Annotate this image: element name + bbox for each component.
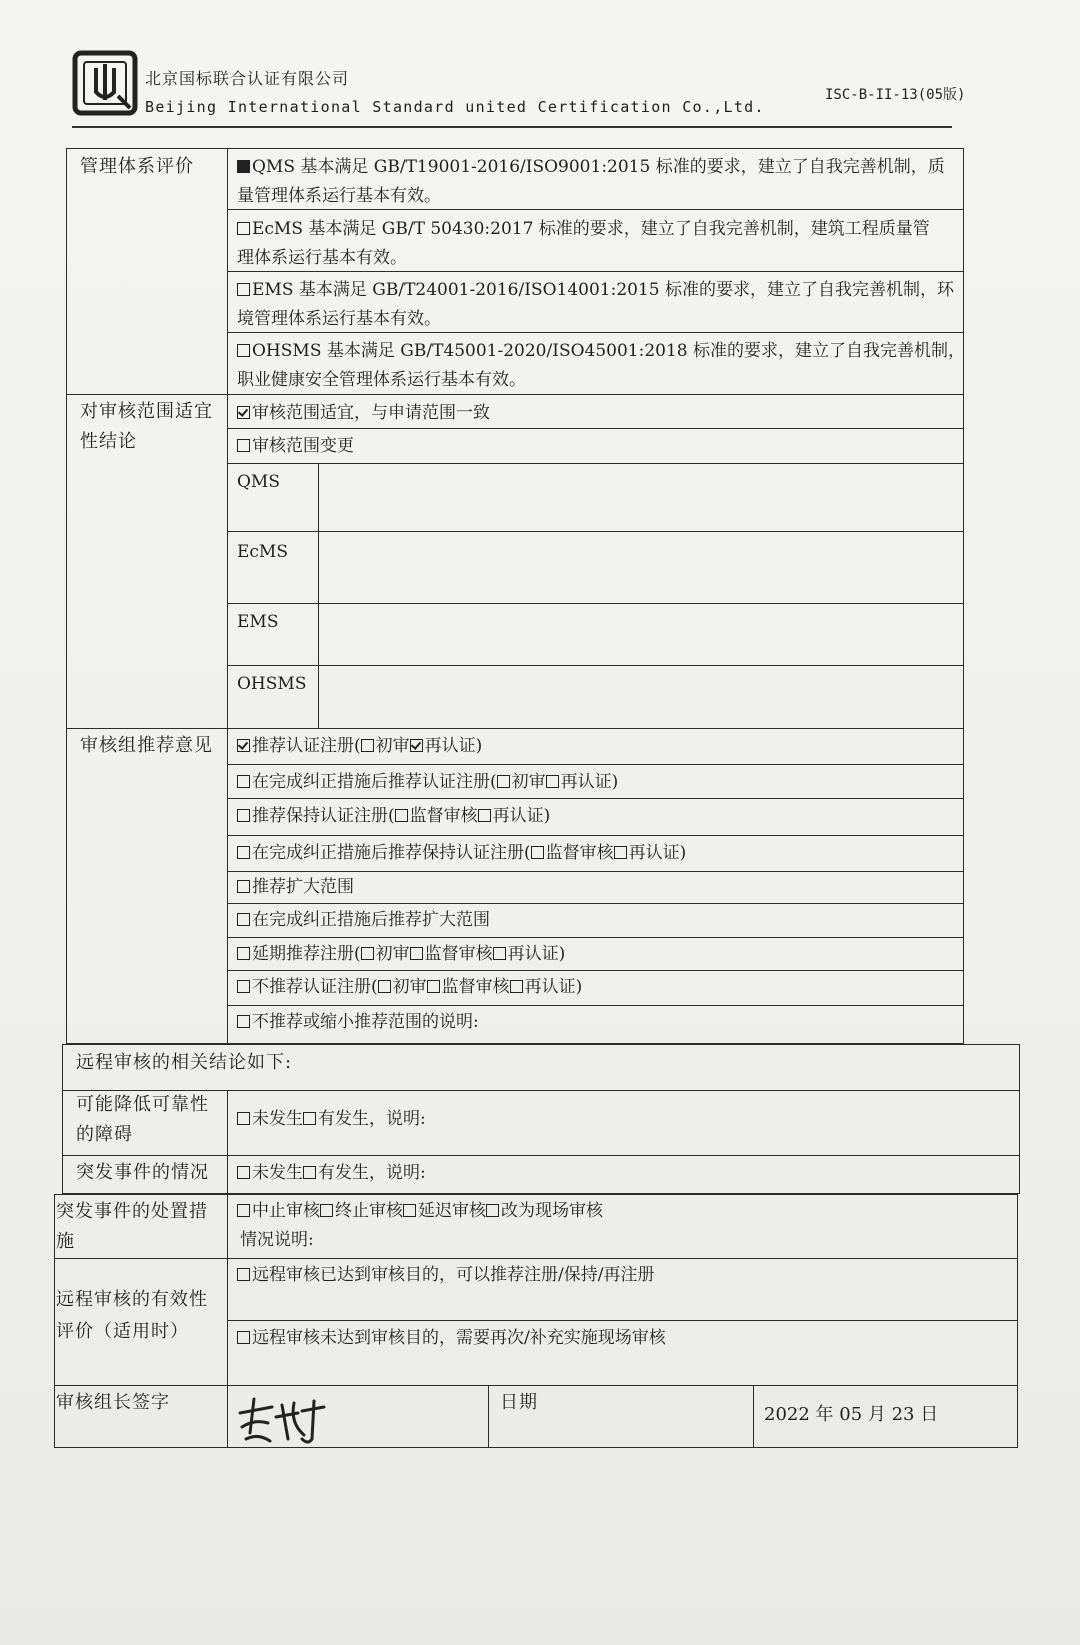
mgmt-ecms-line2: 理体系运行基本有效。 [237,248,407,268]
effect-ok-option[interactable]: 远程审核已达到审核目的，可以推荐注册/保持/再注册 [237,1260,654,1290]
checkbox-empty-icon [237,1112,250,1125]
checkbox-checked-icon [237,739,250,752]
mgmt-ohsms-line2: 职业健康安全管理体系运行基本有效。 [237,370,526,390]
checkbox-empty-icon [614,846,627,859]
checkbox-empty-icon [237,809,250,822]
checkbox-empty-icon [237,283,250,296]
emergency-label: 突发事件的情况 [76,1162,209,1183]
handling-label-line2: 施 [56,1231,75,1252]
checkbox-empty-icon [478,809,491,822]
scope-system-qms: QMS [237,472,280,492]
checkbox-empty-icon [237,1166,250,1179]
checkbox-empty-icon [237,913,250,926]
scope-changed-option[interactable]: 审核范围变更 [237,431,354,461]
recommend-item-3[interactable]: 推荐保持认证注册( 监督审核 再认证) [237,801,550,831]
handling-label-line1: 突发事件的处置措 [56,1201,208,1222]
handling-note: 情况说明: [240,1230,314,1250]
obstacle-label-line1: 可能降低可靠性 [76,1094,209,1115]
recommend-item-4[interactable]: 在完成纠正措施后推荐保持认证注册( 监督审核 再认证) [237,838,686,868]
scope-appropriate-option[interactable]: 审核范围适宜，与申请范围一致 [237,398,490,428]
obstacle-options[interactable]: 未发生 有发生，说明: [237,1104,426,1134]
recommend-item-7[interactable]: 延期推荐注册( 初审 监督审核 再认证) [237,939,565,969]
leader-sign-label: 审核组长签字 [56,1392,170,1413]
mgmt-ecms-line1[interactable]: EcMS 基本满足 GB/T 50430:2017 标准的要求，建立了自我完善机制，建筑工程质量管 [237,214,930,244]
isc-logo-icon [72,50,138,116]
checkbox-empty-icon [486,1204,499,1217]
mgmt-eval-label: 管理体系评价 [80,156,194,177]
mgmt-ohsms-line1[interactable]: OHSMS 基本满足 GB/T45001-2020/ISO45001:2018 标准的要求，建立了自我完善机制， [237,336,965,366]
checkbox-checked-icon [237,406,250,419]
obstacle-label-line2: 的障碍 [76,1124,133,1145]
effect-fail-option[interactable]: 远程审核未达到审核目的，需要再次/补充实施现场审核 [237,1323,666,1353]
effect-label-line2: 评价（适用时） [56,1321,189,1342]
recommend-item-2[interactable]: 在完成纠正措施后推荐认证注册( 初审 再认证) [237,767,618,797]
checkbox-empty-icon [303,1112,316,1125]
mgmt-qms-line1[interactable]: QMS 基本满足 GB/T19001-2016/ISO9001:2015 标准的要求，建立了自我完善机制，质 [237,152,945,182]
checkbox-empty-icon [403,1204,416,1217]
mgmt-ems-line2: 境管理体系运行基本有效。 [237,309,441,329]
checkbox-empty-icon [410,947,423,960]
recommend-item-8[interactable]: 不推荐认证注册( 初审 监督审核 再认证) [237,972,582,1002]
recommend-label: 审核组推荐意见 [80,735,213,756]
scope-system-ohsms: OHSMS [237,674,307,694]
effect-label-line1: 远程审核的有效性 [56,1289,208,1310]
form-code: ISC-B-II-13(05版) [825,87,966,103]
checkbox-empty-icon [497,775,510,788]
mgmt-qms-line2: 量管理体系运行基本有效。 [237,186,441,206]
company-name-cn: 北京国标联合认证有限公司 [145,69,350,88]
checkbox-empty-icon [361,739,374,752]
recommend-item-1[interactable]: 推荐认证注册( 初审 再认证) [237,731,482,761]
company-name-en: Beijing International Standard united Certification Co.,Ltd. [145,98,765,116]
remote-heading: 远程审核的相关结论如下: [76,1052,293,1073]
recommend-item-9[interactable]: 不推荐或缩小推荐范围的说明: [237,1007,479,1037]
date-value: 2022 年 05 月 23 日 [764,1404,939,1425]
checkbox-empty-icon [237,439,250,452]
mgmt-ems-line1[interactable]: EMS 基本满足 GB/T24001-2016/ISO14001:2015 标准的要求，建立了自我完善机制，环 [237,275,954,305]
checkbox-empty-icon [320,1204,333,1217]
handwritten-signature [232,1393,332,1448]
checkbox-empty-icon [510,980,523,993]
checkbox-empty-icon [237,880,250,893]
checkbox-empty-icon [237,344,250,357]
checkbox-empty-icon [237,222,250,235]
checkbox-empty-icon [237,846,250,859]
checkbox-empty-icon [303,1166,316,1179]
checkbox-empty-icon [237,947,250,960]
scope-system-ecms: EcMS [237,542,288,562]
checkbox-empty-icon [237,775,250,788]
checkbox-empty-icon [237,1331,250,1344]
checkbox-empty-icon [237,1015,250,1028]
scope-label-line2: 性结论 [80,431,137,452]
checkbox-empty-icon [378,980,391,993]
checkbox-empty-icon [493,947,506,960]
checkbox-empty-icon [361,947,374,960]
checkbox-empty-icon [531,846,544,859]
checkbox-empty-icon [237,980,250,993]
scope-label-line1: 对审核范围适宜 [80,401,213,422]
checkbox-empty-icon [427,980,440,993]
emergency-options[interactable]: 未发生 有发生，说明: [237,1158,426,1188]
recommend-item-5[interactable]: 推荐扩大范围 [237,872,354,902]
date-label: 日期 [500,1392,538,1413]
handling-options[interactable]: 中止审核 终止审核 延迟审核 改为现场审核 [237,1196,603,1226]
checkbox-checked-icon [410,739,423,752]
checkbox-filled-icon [237,160,250,173]
checkbox-empty-icon [237,1204,250,1217]
scope-system-ems: EMS [237,612,279,632]
recommend-item-6[interactable]: 在完成纠正措施后推荐扩大范围 [237,905,490,935]
checkbox-empty-icon [546,775,559,788]
checkbox-empty-icon [237,1268,250,1281]
checkbox-empty-icon [395,809,408,822]
header-rule [72,126,952,128]
